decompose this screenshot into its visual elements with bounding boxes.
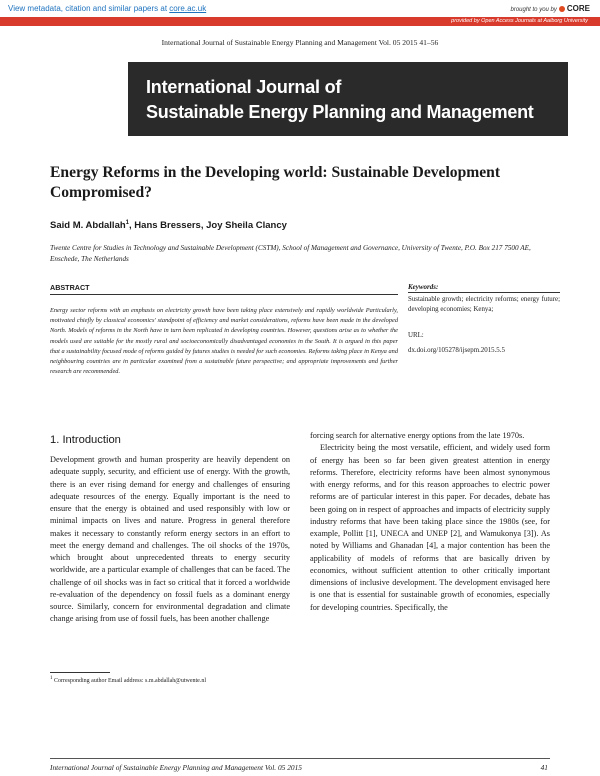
body-column-left — [50, 454, 290, 626]
footnote — [50, 676, 206, 684]
core-link-text: View metadata, citation and similar papers at — [8, 4, 170, 13]
footnote-rule — [50, 672, 110, 673]
core-logo-icon — [559, 6, 565, 12]
abstract-text: Energy sector reforms with an emphasis on electricity growth have been taking place extensively and rapidly worldwide Particularly, motivated chiefly by classical economics' standpoint of efficiency and market considerations, reforms have been made in the developed North. Models of reforms in the North have in turn been replicated in developing countries. However, questions arise as to whether the models used are suitable for the mostly rural and socioeconomically disadvantaged economies in the South. It is argued in this paper that a sustainability focused mode of reforms guided by futures studies is needed for such economies. Reforms taking place in Kenya and neighbouring countries are in particular examined from a sustainable future perspective; and appropriate improvements and further research are recommended. — [50, 307, 398, 376]
core-brand[interactable] — [511, 4, 591, 13]
paper-authors — [50, 220, 287, 231]
paper-title: Energy Reforms in the Developing world: Sustainable Development Compromised? — [50, 164, 501, 201]
footer-journal: International Journal of Sustainable Energy Planning and Management Vol. 05 2015 — [50, 763, 303, 772]
first-author: Said M. Abdallah — [50, 220, 126, 232]
other-authors: , Hans Bressers, Joy Sheila Clancy — [129, 220, 287, 232]
author-footnote-mark: 1 — [125, 220, 130, 226]
journal-banner — [128, 62, 568, 136]
footnote-text: Corresponding author Email address: s.m.abdallah@utwente.nl — [52, 678, 206, 684]
banner-line-2: Sustainable Energy Planning and Management — [146, 102, 534, 122]
keywords-text: Sustainable growth; electricity reforms; energy future; developing economies; Kenya; — [408, 296, 560, 314]
paper-affiliation: Twente Centre for Studies in Technology and Sustainable Development (CSTM), School of Management and Governance, University of Twente, P.O. Box 217 7500 AE, Enschede, The Netherlands — [50, 244, 531, 263]
core-metadata-link[interactable] — [8, 4, 206, 13]
core-link-site[interactable]: core.ac.uk — [169, 4, 207, 13]
running-head: International Journal of Sustainable Energy Planning and Management Vol. 05 2015 41–56 — [161, 38, 439, 47]
page-number: 41 — [540, 763, 548, 772]
footnote-mark: 1 — [50, 676, 53, 681]
core-logo-text: CORE — [566, 4, 590, 13]
keywords-heading: Keywords: — [408, 283, 560, 293]
intro-paragraph-1: Development growth and human prosperity are heavily dependent on adequate supply, security, and efficient use of energy. With the growth, there is an ever rising demand for energy and challenges of ensuring adequate resources of the energy. Equally important is the need to ensure that the energy is obtained and used responsibly with low or minimal impacts on lives and nature. Progress in general therefore makes it necessary to constantly reform energy sectors in an effort to meet the energy demand and challenges. The oil shocks of the 1970s, which brought about unprecedented threats to energy security worldwide, are a particular example of challenges that can be faced. The challenge of oil shocks was in fact so critical that it forced a worldwide re-evaluation of the dependency on fossil fuels as a dominant energy source. Similarly, concern for environmental degradation and climate change arising from use of fossil fuels, has been another challenge — [50, 455, 290, 624]
section-heading-introduction: 1. Introduction — [50, 434, 121, 446]
doi-link[interactable]: dx.doi.org/105278/ijsepm.2015.5.5 — [408, 347, 505, 354]
provided-by-bar — [0, 17, 600, 26]
url-label: URL: — [408, 332, 424, 339]
footer-rule — [50, 758, 550, 759]
intro-paragraph-continued: forcing search for alternative energy options from the late 1970s. — [310, 431, 525, 440]
banner-line-1: International Journal of — [146, 77, 342, 97]
brought-by-text: brought to you by — [510, 7, 557, 13]
abstract-heading: ABSTRACT — [50, 283, 398, 295]
provided-by-text[interactable]: provided by Open Access Journals at Aalborg University — [451, 18, 588, 24]
body-column-right — [310, 430, 550, 614]
intro-paragraph-2: Electricity being the most versatile, efficient, and widely used form of energy has been so far been given greatest attention in energy reforms. Therefore, electricity reforms have been almost synonymous with energy reforms, and for this reason approaches to electric power reforms are of particular interest in this paper. For decades, debate has been going on in respect of approaches and impacts of electricity supply industry reforms that have been taking place since the 1980s (see, for example, Pollitt [1], UNECA and UNEP [2], and Wamukonya [3]). As noted by Williams and Ghanadan [4], a major contention has been the applicability of models of reforms that are basically driven by economics, without sufficient attention to other critically important dimensions of inclusive development. The development envisaged here is one that is essential for sustainable growth of economies, especially for developing countries. Specifically, the — [310, 443, 550, 612]
